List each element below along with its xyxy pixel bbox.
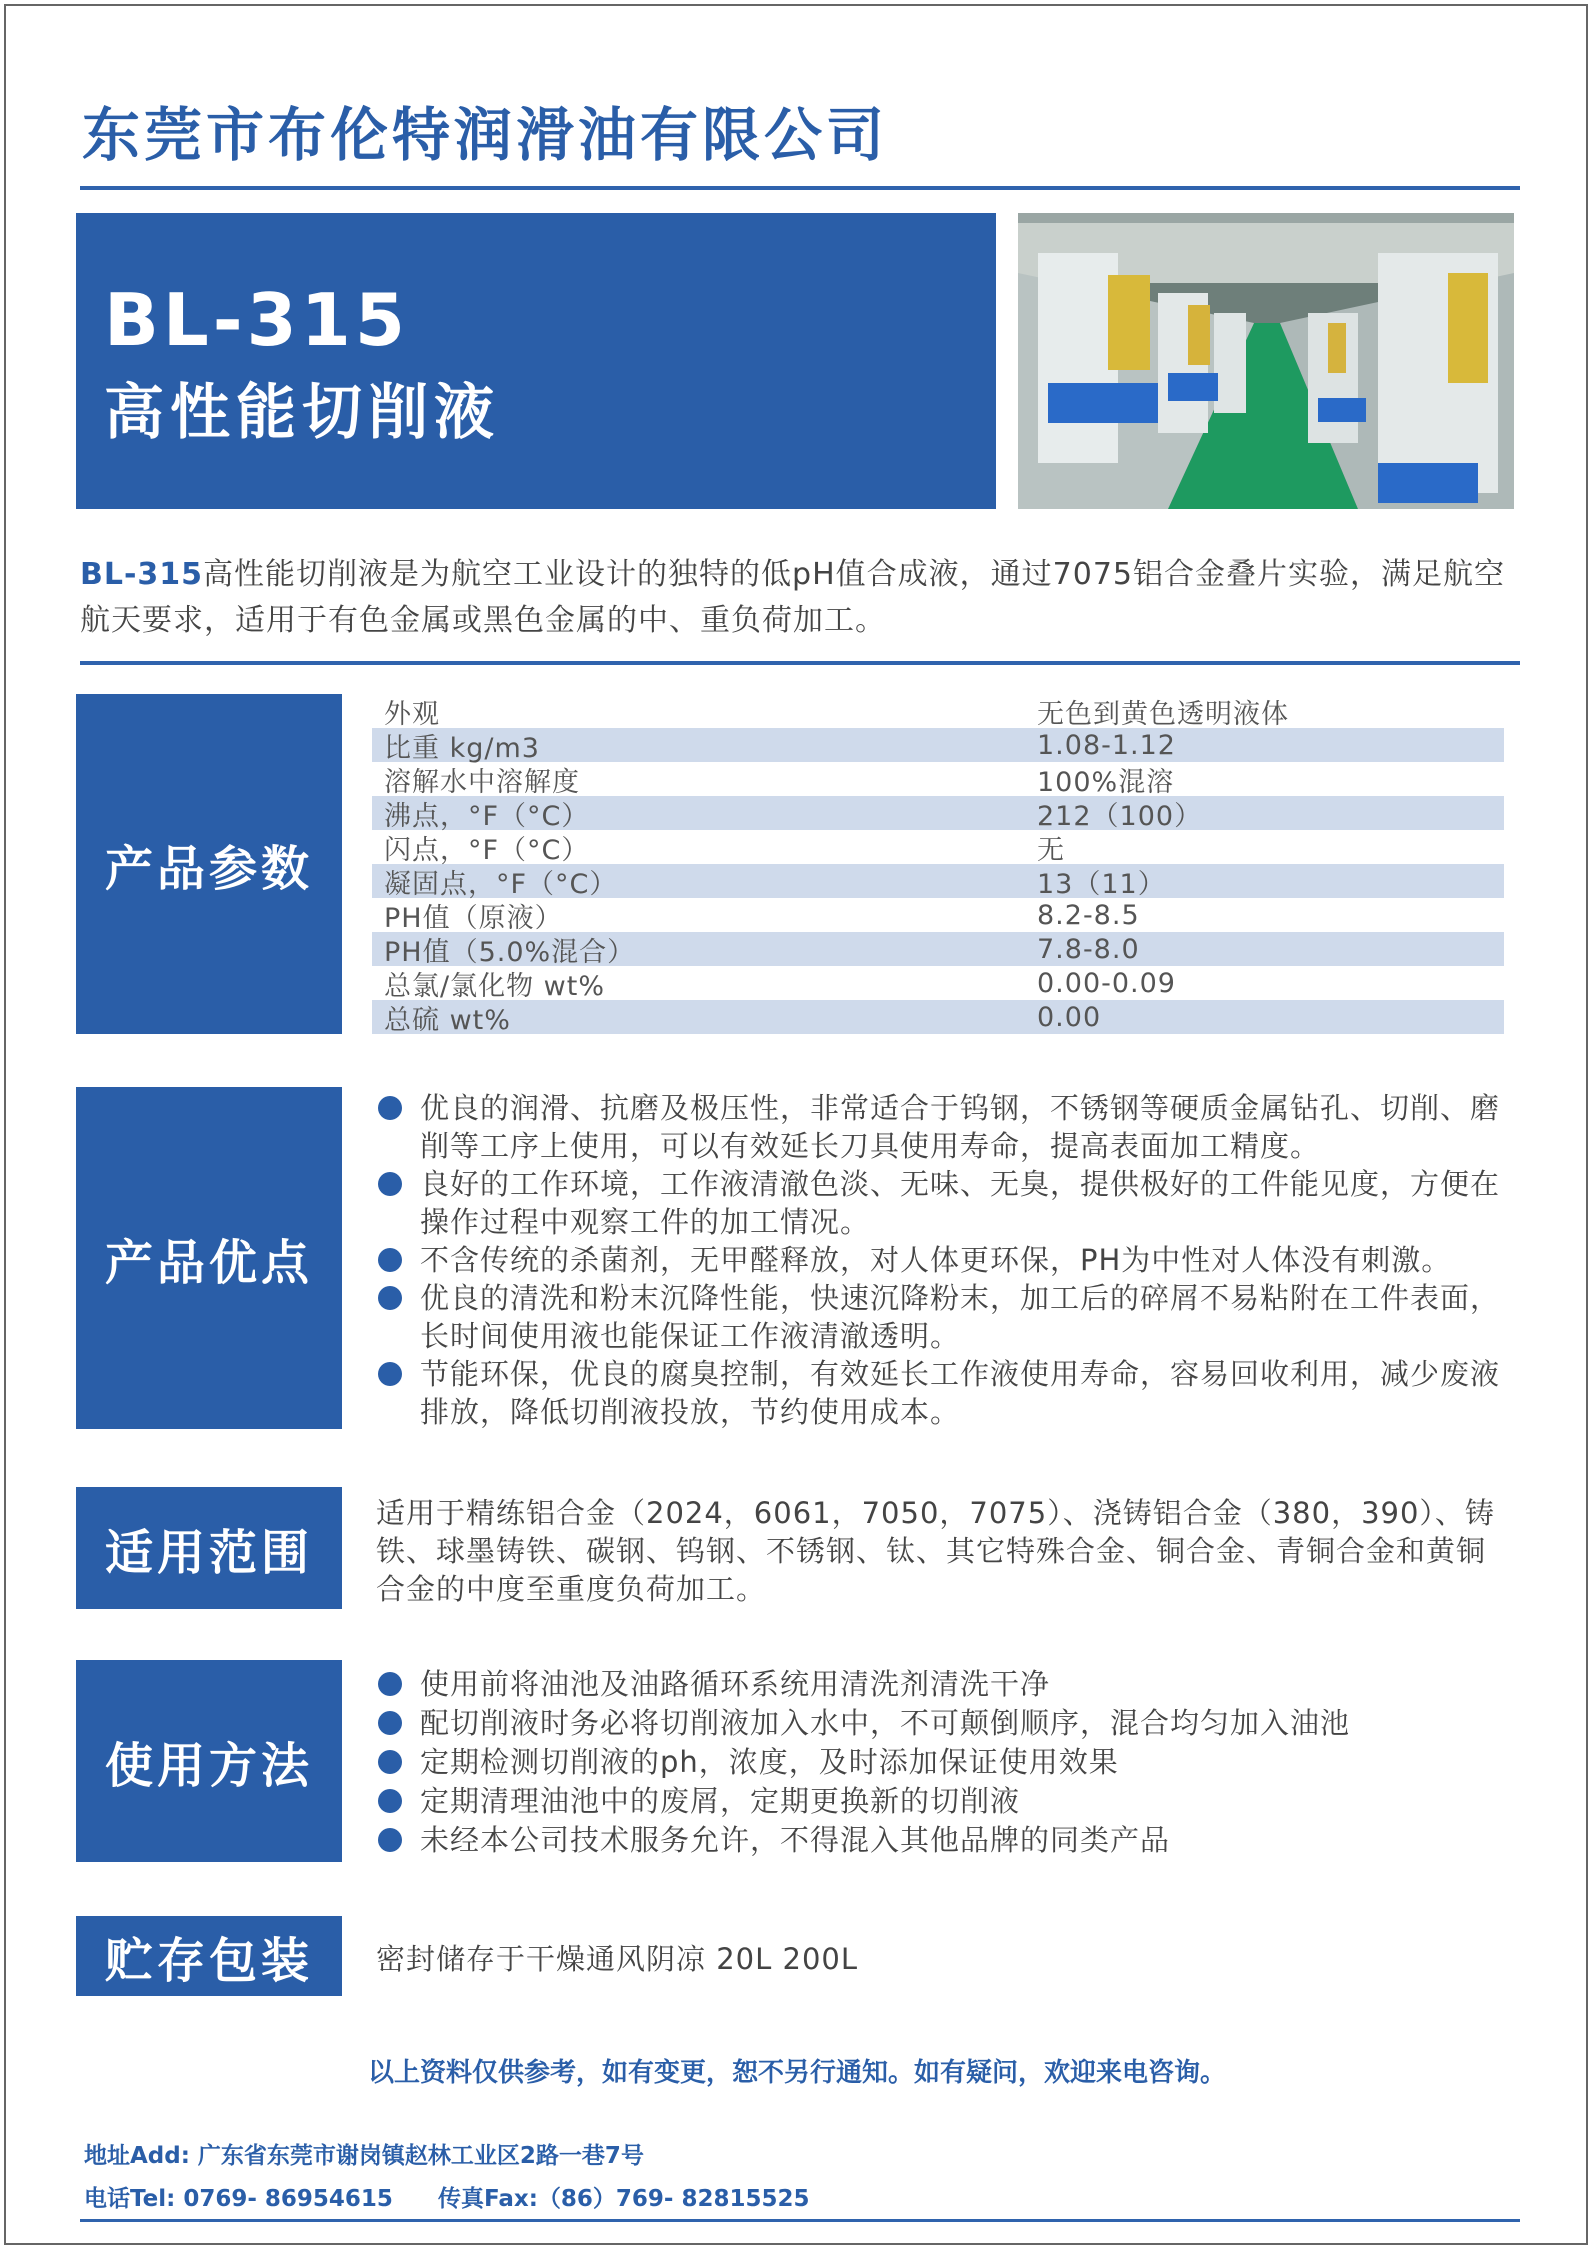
param-row [372, 694, 1504, 728]
param-value: 无 [1037, 834, 1065, 866]
list-item [372, 1782, 1522, 1821]
usage-text: 配切削液时务必将切削液加入水中，不可颠倒顺序，混合均匀加入油池 [420, 1706, 1351, 1740]
param-value: 0.00 [1037, 1001, 1102, 1033]
bullet-icon [378, 1828, 402, 1852]
param-value: 0.00-0.09 [1037, 967, 1176, 999]
advantage-text: 优良的清洗和粉末沉降性能，快速沉降粉末，加工后的碎屑不易粘附在工件表面，长时间使用液也能保证工作液清澈透明。 [420, 1281, 1501, 1353]
param-row [372, 1000, 1504, 1034]
param-key: 外观 [384, 698, 440, 730]
list-item [372, 1704, 1522, 1743]
param-key: 沸点，°F（°C） [384, 800, 590, 832]
section-label-storage: 贮存包装 [76, 1916, 342, 1996]
list-item [372, 1165, 1522, 1241]
bullet-icon [378, 1750, 402, 1774]
param-row [372, 796, 1504, 830]
param-value: 100%混溶 [1037, 766, 1175, 798]
bullet-icon [378, 1248, 402, 1272]
section-label-advantages: 产品优点 [76, 1087, 342, 1429]
company-fax: 传真Fax:（86）769- 82815525 [438, 2186, 810, 2212]
intro-divider [80, 661, 1520, 665]
intro-text: 高性能切削液是为航空工业设计的独特的低pH值合成液，通过7075铝合金叠片实验，满足航空航天要求，适用于有色金属或黑色金属的中、重负荷加工。 [80, 557, 1506, 638]
param-key: 凝固点，°F（°C） [384, 868, 618, 900]
bullet-icon [378, 1096, 402, 1120]
bullet-icon [378, 1172, 402, 1196]
param-key: 总硫 wt% [384, 1004, 511, 1036]
storage-text: 密封储存于干燥通风阴凉 20L 200L [376, 1942, 859, 1976]
param-value: 13（11） [1037, 868, 1166, 900]
list-item [372, 1743, 1522, 1782]
scope-text: 适用于精练铝合金（2024，6061，7050，7075）、浇铸铝合金（380，390）、铸铁、球墨铸铁、碳钢、钨钢、不锈钢、钛、其它特殊合金、铜合金、青铜合金和黄铜合金的中度至重度负荷加工。 [376, 1496, 1495, 1606]
param-row [372, 966, 1504, 1000]
usage-text: 定期清理油池中的废屑，定期更换新的切削液 [420, 1784, 1021, 1818]
advantages-list [372, 1089, 1522, 1431]
param-key: 闪点，°F（°C） [384, 834, 590, 866]
param-row [372, 898, 1504, 932]
param-row [372, 864, 1504, 898]
param-value: 212（100） [1037, 800, 1203, 832]
advantage-text: 不含传统的杀菌剂，无甲醛释放，对人体更环保，PH为中性对人体没有刺激。 [420, 1243, 1452, 1277]
list-item [372, 1821, 1522, 1860]
product-name: 高性能切削液 [104, 378, 500, 448]
list-item [372, 1665, 1522, 1704]
company-name: 东莞市布伦特润滑油有限公司 [82, 101, 889, 169]
param-key: PH值（5.0%混合） [384, 936, 636, 968]
bullet-icon [378, 1711, 402, 1735]
factory-photo [1018, 213, 1514, 509]
param-key: 总氯/氯化物 wt% [384, 970, 606, 1002]
product-model: BL-315 [104, 278, 409, 362]
params-table [372, 694, 1504, 1034]
param-value: 7.8-8.0 [1037, 933, 1140, 965]
param-value: 无色到黄色透明液体 [1037, 698, 1289, 730]
param-value: 8.2-8.5 [1037, 899, 1140, 931]
param-value: 1.08-1.12 [1037, 729, 1176, 761]
intro-model: BL-315 [80, 557, 204, 592]
company-phone: 电话Tel: 0769- 86954615 [84, 2186, 393, 2212]
usage-text: 定期检测切削液的ph，浓度，及时添加保证使用效果 [420, 1745, 1119, 1779]
param-key: 比重 kg/m3 [384, 732, 540, 764]
list-item [372, 1355, 1522, 1431]
list-item [372, 1241, 1522, 1279]
section-label-usage: 使用方法 [76, 1660, 342, 1862]
section-label-scope: 适用范围 [76, 1487, 342, 1609]
disclaimer-notice: 以上资料仅供参考，如有变更，恕不另行通知。如有疑问，欢迎来电咨询。 [367, 2058, 1226, 2088]
bullet-icon [378, 1362, 402, 1386]
param-key: 溶解水中溶解度 [384, 766, 580, 798]
param-row [372, 762, 1504, 796]
section-label-params: 产品参数 [76, 694, 342, 1034]
usage-text: 未经本公司技术服务允许，不得混入其他品牌的同类产品 [420, 1823, 1171, 1857]
param-row [372, 728, 1504, 762]
header-divider [80, 186, 1520, 190]
usage-list [372, 1665, 1522, 1860]
advantage-text: 节能环保，优良的腐臭控制，有效延长工作液使用寿命，容易回收利用，减少废液排放，降低切削液投放，节约使用成本。 [420, 1357, 1501, 1429]
list-item [372, 1279, 1522, 1355]
usage-text: 使用前将油池及油路循环系统用清洗剂清洗干净 [420, 1667, 1051, 1701]
advantage-text: 优良的润滑、抗磨及极压性，非常适合于钨钢，不锈钢等硬质金属钻孔、切削、磨削等工序上使用，可以有效延长刀具使用寿命，提高表面加工精度。 [420, 1091, 1501, 1163]
product-intro [80, 552, 1530, 644]
company-address: 地址Add: 广东省东莞市谢岗镇赵林工业区2路一巷7号 [84, 2143, 644, 2169]
bullet-icon [378, 1789, 402, 1813]
advantage-text: 良好的工作环境，工作液清澈色淡、无味、无臭，提供极好的工件能见度，方便在操作过程中观察工件的加工情况。 [420, 1167, 1501, 1239]
param-row [372, 932, 1504, 966]
bullet-icon [378, 1286, 402, 1310]
param-key: PH值（原液） [384, 902, 563, 934]
list-item [372, 1089, 1522, 1165]
footer-divider [80, 2219, 1520, 2222]
param-row [372, 830, 1504, 864]
bullet-icon [378, 1672, 402, 1696]
